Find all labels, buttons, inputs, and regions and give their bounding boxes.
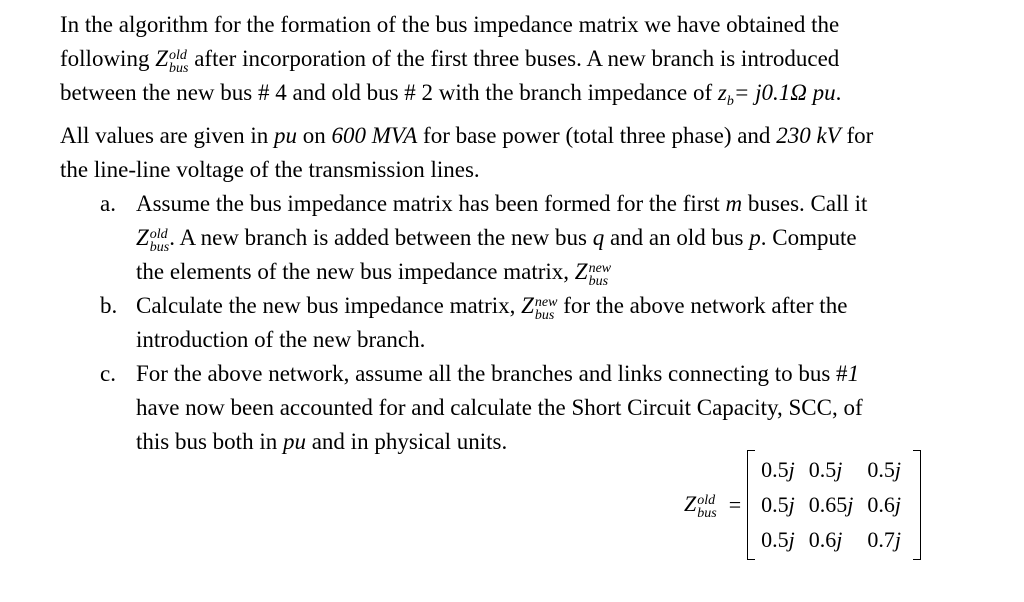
intro-paragraph: In the algorithm for the formation of the bus impedance matrix we have obtained the following Z old bus after incorporation of the first three buses. A new branch is introduced between the new bus # 4 and old bus # 2 with the branch impedance of $z_b= j0.1\Omega$ pu. All values are given in pu on 600 MVA for base power (total three phase) and 230 kV for the line-line voltage of the transmission lines. <box>60 12 874 182</box>
intro-text: for <box>846 123 874 148</box>
matrix-row <box>757 523 911 558</box>
intro-text: after incorporation of the first three buses. A new branch is introduced <box>194 46 840 71</box>
matrix-cell: 0.5j <box>761 457 795 482</box>
intro-line-1: In the algorithm for the formation of the bus impedance matrix we have obtained the <box>60 12 840 37</box>
intro-text: on <box>302 123 326 148</box>
part-text: q <box>592 225 605 250</box>
part-text: p <box>749 225 761 250</box>
intro-text: pu <box>273 123 297 148</box>
part-text: For the above network, assume all the branches and links connecting to bus # <box>136 361 848 386</box>
matrix-row <box>757 488 911 523</box>
part-text: have now been accounted for and calculate the Short Circuit Capacity, SCC, of <box>136 395 863 420</box>
matrix-cell: 0.7j <box>867 527 901 552</box>
z-bus-new-symbol: Z new bus <box>574 259 612 289</box>
part-marker: c. <box>100 361 116 386</box>
branch-impedance-value: = j0.1Ω <box>733 80 807 105</box>
part-text: for the above network after the <box>563 293 848 318</box>
intro-text: between the new bus # 4 and old bus # 2 with the branch impedance of <box>60 80 713 105</box>
left-bracket <box>747 450 755 560</box>
part-text: m <box>725 191 743 216</box>
z-bus-old-symbol: Z old bus <box>136 225 170 255</box>
part-b <box>60 289 980 357</box>
part-a <box>60 187 980 289</box>
z-bus-old-symbol: Z old bus <box>155 46 189 76</box>
part-text: this bus both in <box>136 429 278 454</box>
part-text: Calculate the new bus impedance matrix, <box>136 293 516 318</box>
part-marker: a. <box>100 191 116 216</box>
part-text: and an old bus <box>609 225 744 250</box>
part-text: Assume the bus impedance matrix has been formed for the first <box>136 191 720 216</box>
matrix-cell: 0.5j <box>761 492 795 517</box>
part-text: the elements of the new bus impedance matrix, <box>136 259 570 284</box>
z-bus-old-symbol: Z old bus <box>684 490 717 521</box>
part-text: introduction of the new branch. <box>136 327 426 352</box>
part-text: pu <box>282 429 306 454</box>
part-text: buses. Call it <box>747 191 868 216</box>
part-text: . A new branch is added between the new bus <box>169 225 587 250</box>
matrix-table <box>757 453 911 558</box>
intro-text: for base power (total three phase) and <box>423 123 771 148</box>
matrix-cell: 0.5j <box>867 457 901 482</box>
part-text: and in physical units. <box>311 429 508 454</box>
z-bus-new-symbol: Z new bus <box>521 293 558 323</box>
matrix-cell: 0.5j <box>761 527 795 552</box>
matrix-cell: 0.6j <box>867 492 901 517</box>
matrix-cell: 0.6j <box>808 527 843 552</box>
part-text: 1 <box>847 361 860 386</box>
intro-text: the line-line voltage of the transmission lines. <box>60 157 480 182</box>
problem-statement <box>60 8 980 459</box>
branch-impedance-symbol: $z_b$ <box>717 80 734 109</box>
part-marker: b. <box>100 293 118 318</box>
z-bus-old-matrix <box>684 450 921 560</box>
intro-text: All values are given in <box>60 123 269 148</box>
base-power-value: 600 MVA <box>331 123 418 148</box>
right-bracket <box>913 450 921 560</box>
intro-text: pu <box>812 80 836 105</box>
intro-text: following <box>60 46 150 71</box>
part-text: . Compute <box>760 225 857 250</box>
matrix-cell: 0.5j <box>808 457 843 482</box>
matrix-row <box>757 453 911 488</box>
base-voltage-value: 230 kV <box>776 123 841 148</box>
equals-sign: = <box>728 492 742 517</box>
matrix-cell: 0.65j <box>808 492 854 517</box>
part-c <box>60 357 980 459</box>
question-parts <box>60 187 980 459</box>
